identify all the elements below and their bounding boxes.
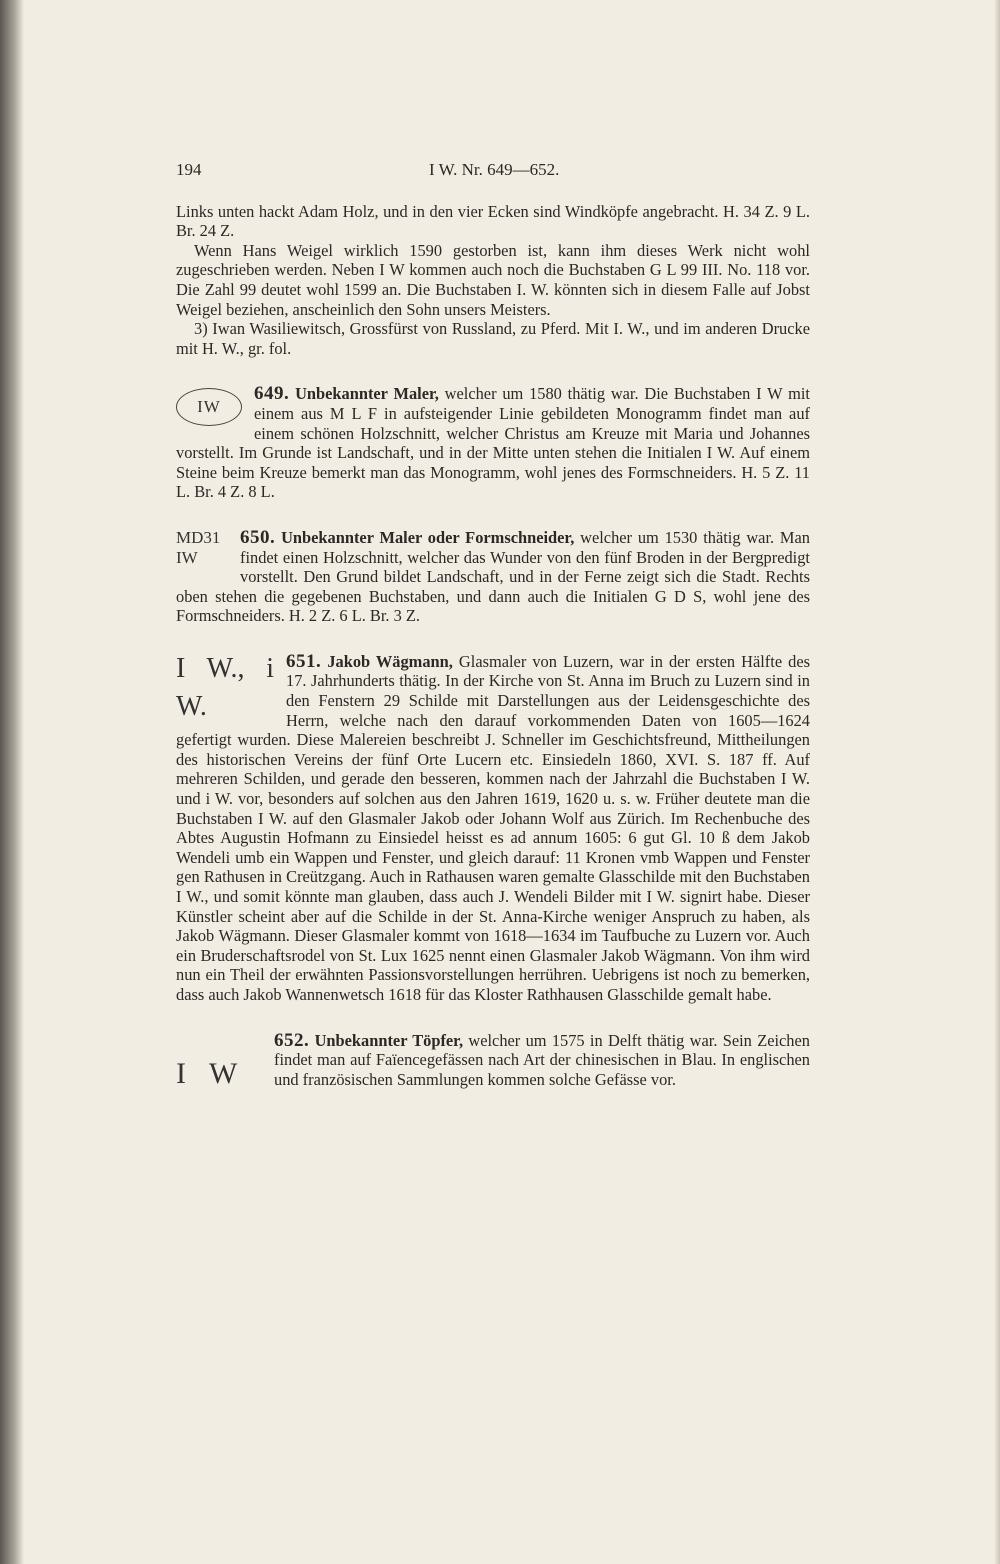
- monogram-649: IW: [176, 388, 242, 426]
- entry-name: Unbekannter Maler,: [295, 384, 439, 404]
- page-number: 194: [176, 160, 202, 179]
- entry-text: welcher um 1530 thätig war. Man findet einen Holzschnitt, welcher das Wunder von den fünf Broden in der Bergpredigt vorstellt. Den Grund bildet Landschaft, und in der Ferne zeigt sich die Stadt. Rechts oben stehen die gegebenen Buchstaben, und dann auch die Initialen G D S, wohl jene des Formschneiders. H. 2 Z. 6 L. Br. 3 Z.: [176, 527, 810, 626]
- entry-name: Jakob Wägmann,: [327, 651, 453, 671]
- monogram-652: I W: [176, 1056, 246, 1090]
- entry-649: [176, 384, 810, 502]
- intro-paragraph-1: Links unten hackt Adam Holz, und in den vier Ecken sind Windköpfe angebracht. H. 34 Z. 9 L. Br. 24 Z.: [176, 201, 810, 241]
- entry-text: welcher um 1575 in Delft thätig war. Sein Zeichen findet man auf Faïencegefässen nach Art der chinesischen in Blau. In englischen und französischen Sammlungen kommen solche Gefässe vor.: [274, 1030, 810, 1089]
- entry-number: 652.: [274, 1029, 310, 1051]
- entry-name: Unbekannter Töpfer,: [314, 1030, 464, 1050]
- monogram-651: I W., i W.: [176, 652, 274, 722]
- entry-651: [176, 652, 810, 1005]
- page-edge-right: [994, 0, 1000, 1564]
- page-edge-shadow: [0, 0, 24, 1564]
- entry-650: [176, 528, 810, 626]
- page-text: [176, 160, 810, 1097]
- entry-text: welcher um 1580 thätig war. Die Buchstaben I W mit einem aus M L F in aufsteigender Linie gebildeten Monogramm findet man auf einem schönen Holzschnitt, welcher Christus am Kreuze mit Maria und Johannes vorstellt. Im Grunde ist Landschaft, und in der Mitte unten stehen die Initialen I W. Auf einem Steine beim Kreuze bemerkt man das Monogramm, wohl jenes des Formschneiders. H. 5 Z. 11 L. Br. 4 Z. 8 L.: [176, 384, 810, 502]
- intro-paragraph-2: Wenn Hans Weigel wirklich 1590 gestorben ist, kann ihm dieses Werk nicht wohl zugeschrieben werden. Neben I W kommen auch noch die Buchstaben G L 99 III. No. 118 vor. Die Zahl 99 deutet wohl 1599 an. Die Buchstaben I. W. könnten sich in diesem Falle auf Jobst Weigel beziehen, anscheinlich den Sohn unsers Meisters.: [176, 240, 810, 319]
- entry-text: Glasmaler von Luzern, war in der ersten Hälfte des 17. Jahrhunderts thätig. In der Kirche von St. Anna im Bruch zu Luzern sind in den Fenstern 29 Schilde mit Darstellungen aus der Leidensgeschichte des Herrn, welche nach den darauf vorkommenden Daten von 1605—1624 gefertigt wurden. Diese Malereien beschreibt J. Schneller im Geschichtsfreund, Mittheilungen des historischen Vereins der fünf Orte Lucern etc. Einsiedeln 1860, XVI. S. 187 ff. Auf mehreren Schilden, und gerade den besseren, kommen nach der Jahrzahl die Buchstaben I W. und i W. vor, besonders auf solchen aus den Jahren 1619, 1620 u. s. w. Früher deutete man die Buchstaben I W. auf den Glasmaler Jakob oder Johann Wolf aus Zürich. Im Rechenbuche des Abtes Augustin Hofmann zu Einsiedel heisst es ad annum 1605: 6 gut Gl. 10 ß dem Jakob Wendeli umb ein Wappen und Fenster, und gleich darauf: 11 Kronen vmb Wappen und Fenster gen Rathusen in Creützgang. Auch in Rathausen waren gemalte Glasschilde mit den Buchstaben I W., und somit könnte man glauben, dass auch J. Wendeli Bilder mit I W. signirt habe. Dieser Künstler scheint aber auf die Schilde in der St. Anna-Kirche weniger Anspruch zu haben, als Jakob Wägmann. Dieser Glasmaler kommt von 1618—1634 im Taufbuche zu Luzern vor. Auch ein Bruderschaftsrodel von St. Lux 1625 nennt einen Glasmaler Jakob Wägmann. Von ihm wird nun ein Theil der erwähnten Passionsvorstellungen herrühren. Uebrigens ist noch zu bemerken, dass auch Jakob Wannenwetsch 1618 für das Kloster Rathhausen Glasschilde gemalt habe.: [176, 651, 810, 1004]
- running-head: [176, 160, 810, 180]
- monogram-650: MD31 IW: [176, 527, 221, 567]
- entry-652: [176, 1031, 810, 1090]
- entry-number: 649.: [254, 383, 290, 405]
- entry-number: 651.: [286, 650, 322, 672]
- entry-number: 650.: [240, 526, 276, 548]
- intro-paragraph-3: 3) Iwan Wasiliewitsch, Grossfürst von Russland, zu Pferd. Mit I. W., und im anderen Drucke mit H. W., gr. fol.: [176, 319, 810, 358]
- running-title: I W. Nr. 649—652.: [429, 160, 560, 179]
- entry-name: Unbekannter Maler oder Formschneider,: [281, 527, 575, 547]
